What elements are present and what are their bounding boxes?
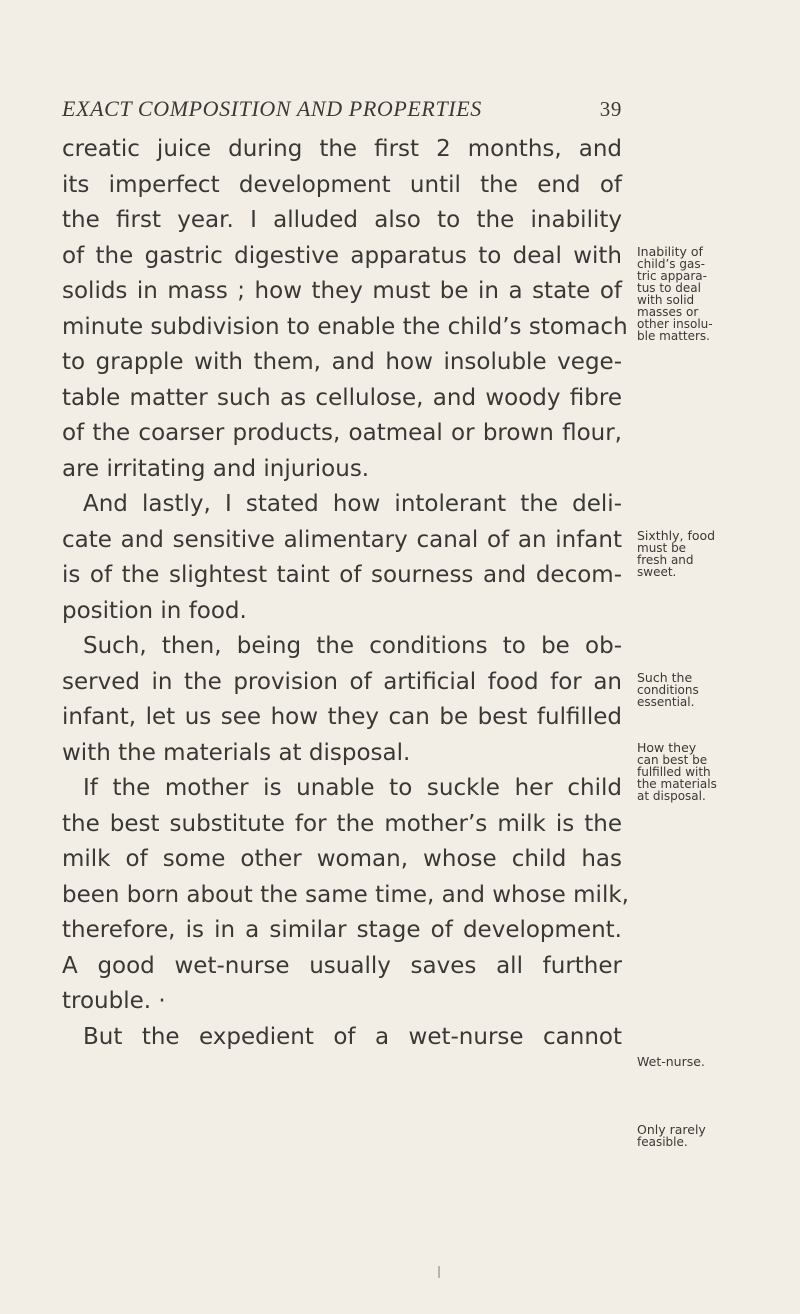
text-line: Such, then, being the conditions to be ob- [83,633,622,659]
text-line: the first year. I alluded also to the inability [62,207,622,233]
margin-note-line: tric appara- [637,269,707,283]
margin-note-line: tus to deal [637,281,701,295]
text-line: therefore, is in a similar stage of development. [62,917,622,943]
margin-note-line: at disposal. [637,789,706,803]
margin-note-line: essential. [637,695,695,709]
margin-note-line: fulfilled with [637,765,711,779]
margin-note-line: masses or [637,305,699,319]
text-line: solids in mass ; how they must be in a state of [62,278,622,304]
running-head-title: EXACT COMPOSITION AND PROPERTIES [62,96,482,121]
margin-note-line: ble matters. [637,329,710,343]
margin-note-how-fulfilled [637,742,747,802]
margin-note-line: child’s gas- [637,257,705,271]
text-line: If the mother is unable to suckle her child [83,775,622,801]
text-line: cate and sensitive alimentary canal of an infant [62,526,622,553]
margin-note-line: How they [637,740,697,755]
margin-note-line: conditions [637,683,699,697]
text-line: been born about the same time, and whose milk, [62,881,629,908]
margin-note-line: Only rarely [637,1122,706,1137]
text-line: position in food. [62,597,247,624]
text-line: But the expedient of a wet-nurse cannot [83,1023,622,1050]
margin-note-line: feasible. [637,1135,688,1149]
page-number: 39 [599,97,622,121]
margin-note-conditions [637,672,747,708]
margin-note-line: Inability of [637,244,703,259]
text-line: the best substitute for the mother’s milk is the [62,810,622,837]
body-text [62,132,629,1055]
text-line: A good wet-nurse usually saves all further [62,952,622,979]
margin-note-line: Such the [637,670,693,685]
margin-note-line: sweet. [637,565,677,579]
text-line: minute subdivision to enable the child’s stomach [62,313,628,340]
text-line: milk of some other woman, whose child has [62,846,622,872]
stray-ink-mark [438,1266,440,1278]
text-line: of the coarser products, oatmeal or brown flour, [62,420,622,446]
margin-note-line: must be [637,541,687,555]
text-line: served in the provision of artificial food for an [62,668,622,695]
text-line: are irritating and injurious. [62,455,370,482]
text-line: of the gastric digestive apparatus to deal with [62,242,622,269]
text-line: infant, let us see how they can be best fulfilled [62,704,622,730]
margin-note-line: other insolu- [637,317,713,331]
text-line: creatic juice during the first 2 months, and [62,136,622,162]
text-line: is of the slightest taint of sourness and decom- [62,562,622,588]
text-line: with the materials at disposal. [62,739,411,766]
text-line: to grapple with them, and how insoluble vege- [62,349,622,375]
running-header [62,96,622,122]
margin-note-line: the materials [637,777,717,791]
margin-note-line: Wet-nurse. [637,1054,705,1069]
text-line: trouble. · [62,988,166,1014]
text-line: table matter such as cellulose, and woody fibre [62,384,622,411]
margin-note-inability [637,246,747,342]
margin-note-line: Sixthly, food [637,528,716,543]
margin-note-line: fresh and [637,553,694,567]
margin-note-sixthly [637,530,747,578]
margin-note-wet-nurse [637,1056,747,1068]
margin-note-line: can best be [637,753,708,767]
text-line: And lastly, I stated how intolerant the deli- [83,491,622,517]
margin-note-only-rarely [637,1124,747,1148]
margin-note-line: with solid [637,293,695,307]
text-line: its imperfect development until the end of [62,171,622,198]
